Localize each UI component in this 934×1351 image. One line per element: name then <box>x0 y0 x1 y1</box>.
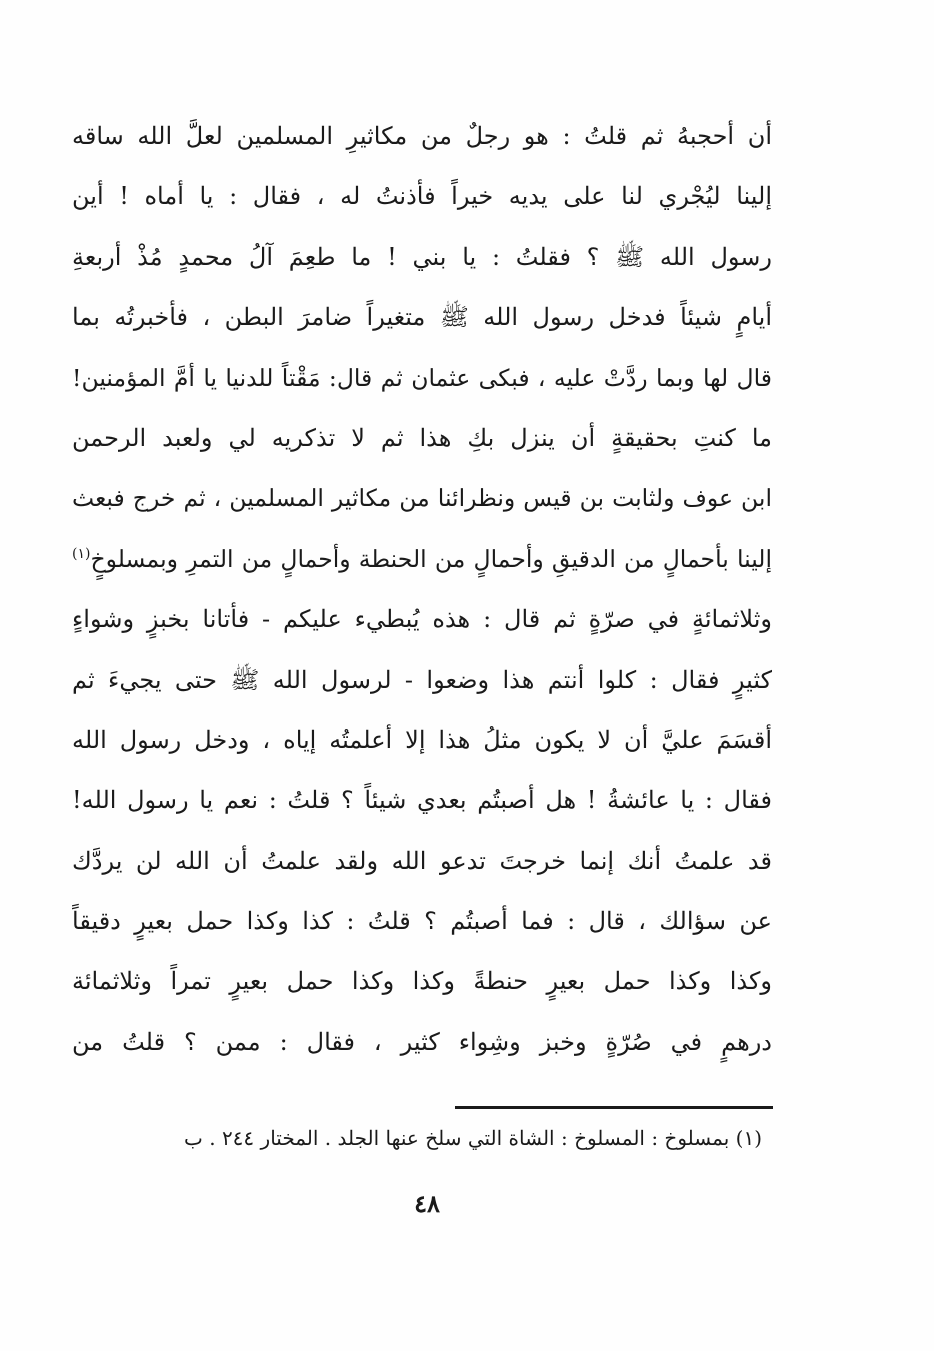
text-line-15: وكذا وكذا حمل بعيرٍ حنطةً وكذا وكذا حمل بعيرٍ تمراً وثلاثمائة <box>72 967 772 996</box>
page-number: ٤٨ <box>414 1189 440 1218</box>
text-line-8-content: إلينا بأحمالٍ من الدقيقِ وأحمالٍ من الحنطة وأحمالٍ من التمرِ وبمسلوخٍ <box>90 544 772 573</box>
text-line-13: قد علمتُ أنك إنما خرجتَ تدعو الله ولقد علمتُ أن الله لن يردَّك <box>72 846 772 875</box>
text-line-16: درهمٍ في صُرّةٍ وخبز وشِواء كثير ، فقال : ممن ؟ قلتُ من <box>72 1027 772 1056</box>
footnote-divider <box>455 1106 773 1109</box>
text-line-2: إلينا ليُجْري لنا على يديه خيراً فأذنتُ له ، فقال : يا أماه ! أين <box>72 182 772 211</box>
text-line-1: أن أحجبهُ ثم قلتُ : هو رجلٌ من مكاثيرِ المسلمين لعلَّ الله ساقه <box>72 122 772 150</box>
text-line-5: قال لها وبما ردَّتْ عليه ، فبكى عثمان ثم قال: مَقْتاً للدنيا يا أمَّ المؤمنين! <box>72 363 772 392</box>
text-line-9: وثلاثمائةٍ في صرّةٍ ثم قال : هذه يُبطيء عليكم - فأتانا بخبزٍ وشواءٍ <box>72 605 772 634</box>
text-line-14: عن سؤالك ، قال : فما أصبتُم ؟ قلتُ : كذا وكذا حمل بعيرٍ دقيقاً <box>72 907 772 936</box>
text-line-6: ما كنتِ بحقيقةٍ أن ينزل بكِ هذا ثم لا تذكريه لي ولعبد الرحمن <box>72 423 772 452</box>
text-line-8 <box>72 529 772 589</box>
text-line-4: أيامٍ شيئاً فدخل رسول الله ﷺ متغيراً ضامرَ البطن ، فأخبرتُه بما <box>72 303 772 332</box>
text-line-12: فقال : يا عائشةُ ! هل أصبتُم بعدي شيئاً ؟ قلتُ : نعم يا رسول الله! <box>72 786 772 815</box>
footnote: (١) بمسلوخ : المسلوخ : الشاة التي سلخ عنها الجلد . المختار ٢٤٤ . ب <box>184 1126 762 1150</box>
text-line-10: كثيرٍ فقال : كلوا أنتم هذا وضعوا - لرسول الله ﷺ حتى يجيءَ ثم <box>72 665 772 694</box>
text-line-3: رسول الله ﷺ ؟ فقلتُ : يا بني ! ما طعِمَ آلُ محمدٍ مُذْ أربعةِ <box>72 242 772 271</box>
main-text-block <box>72 106 772 1072</box>
text-line-7: ابن عوف ولثابت بن قيس ونظرائنا من مكاثير المسلمين ، ثم خرج فبعث <box>72 484 772 513</box>
text-line-11: أقسَمَ عليَّ أن لا يكون مثلُ هذا إلا أعلمتُه إياه ، ودخل رسول الله <box>72 725 772 754</box>
footnote-reference: (١) <box>72 545 91 562</box>
